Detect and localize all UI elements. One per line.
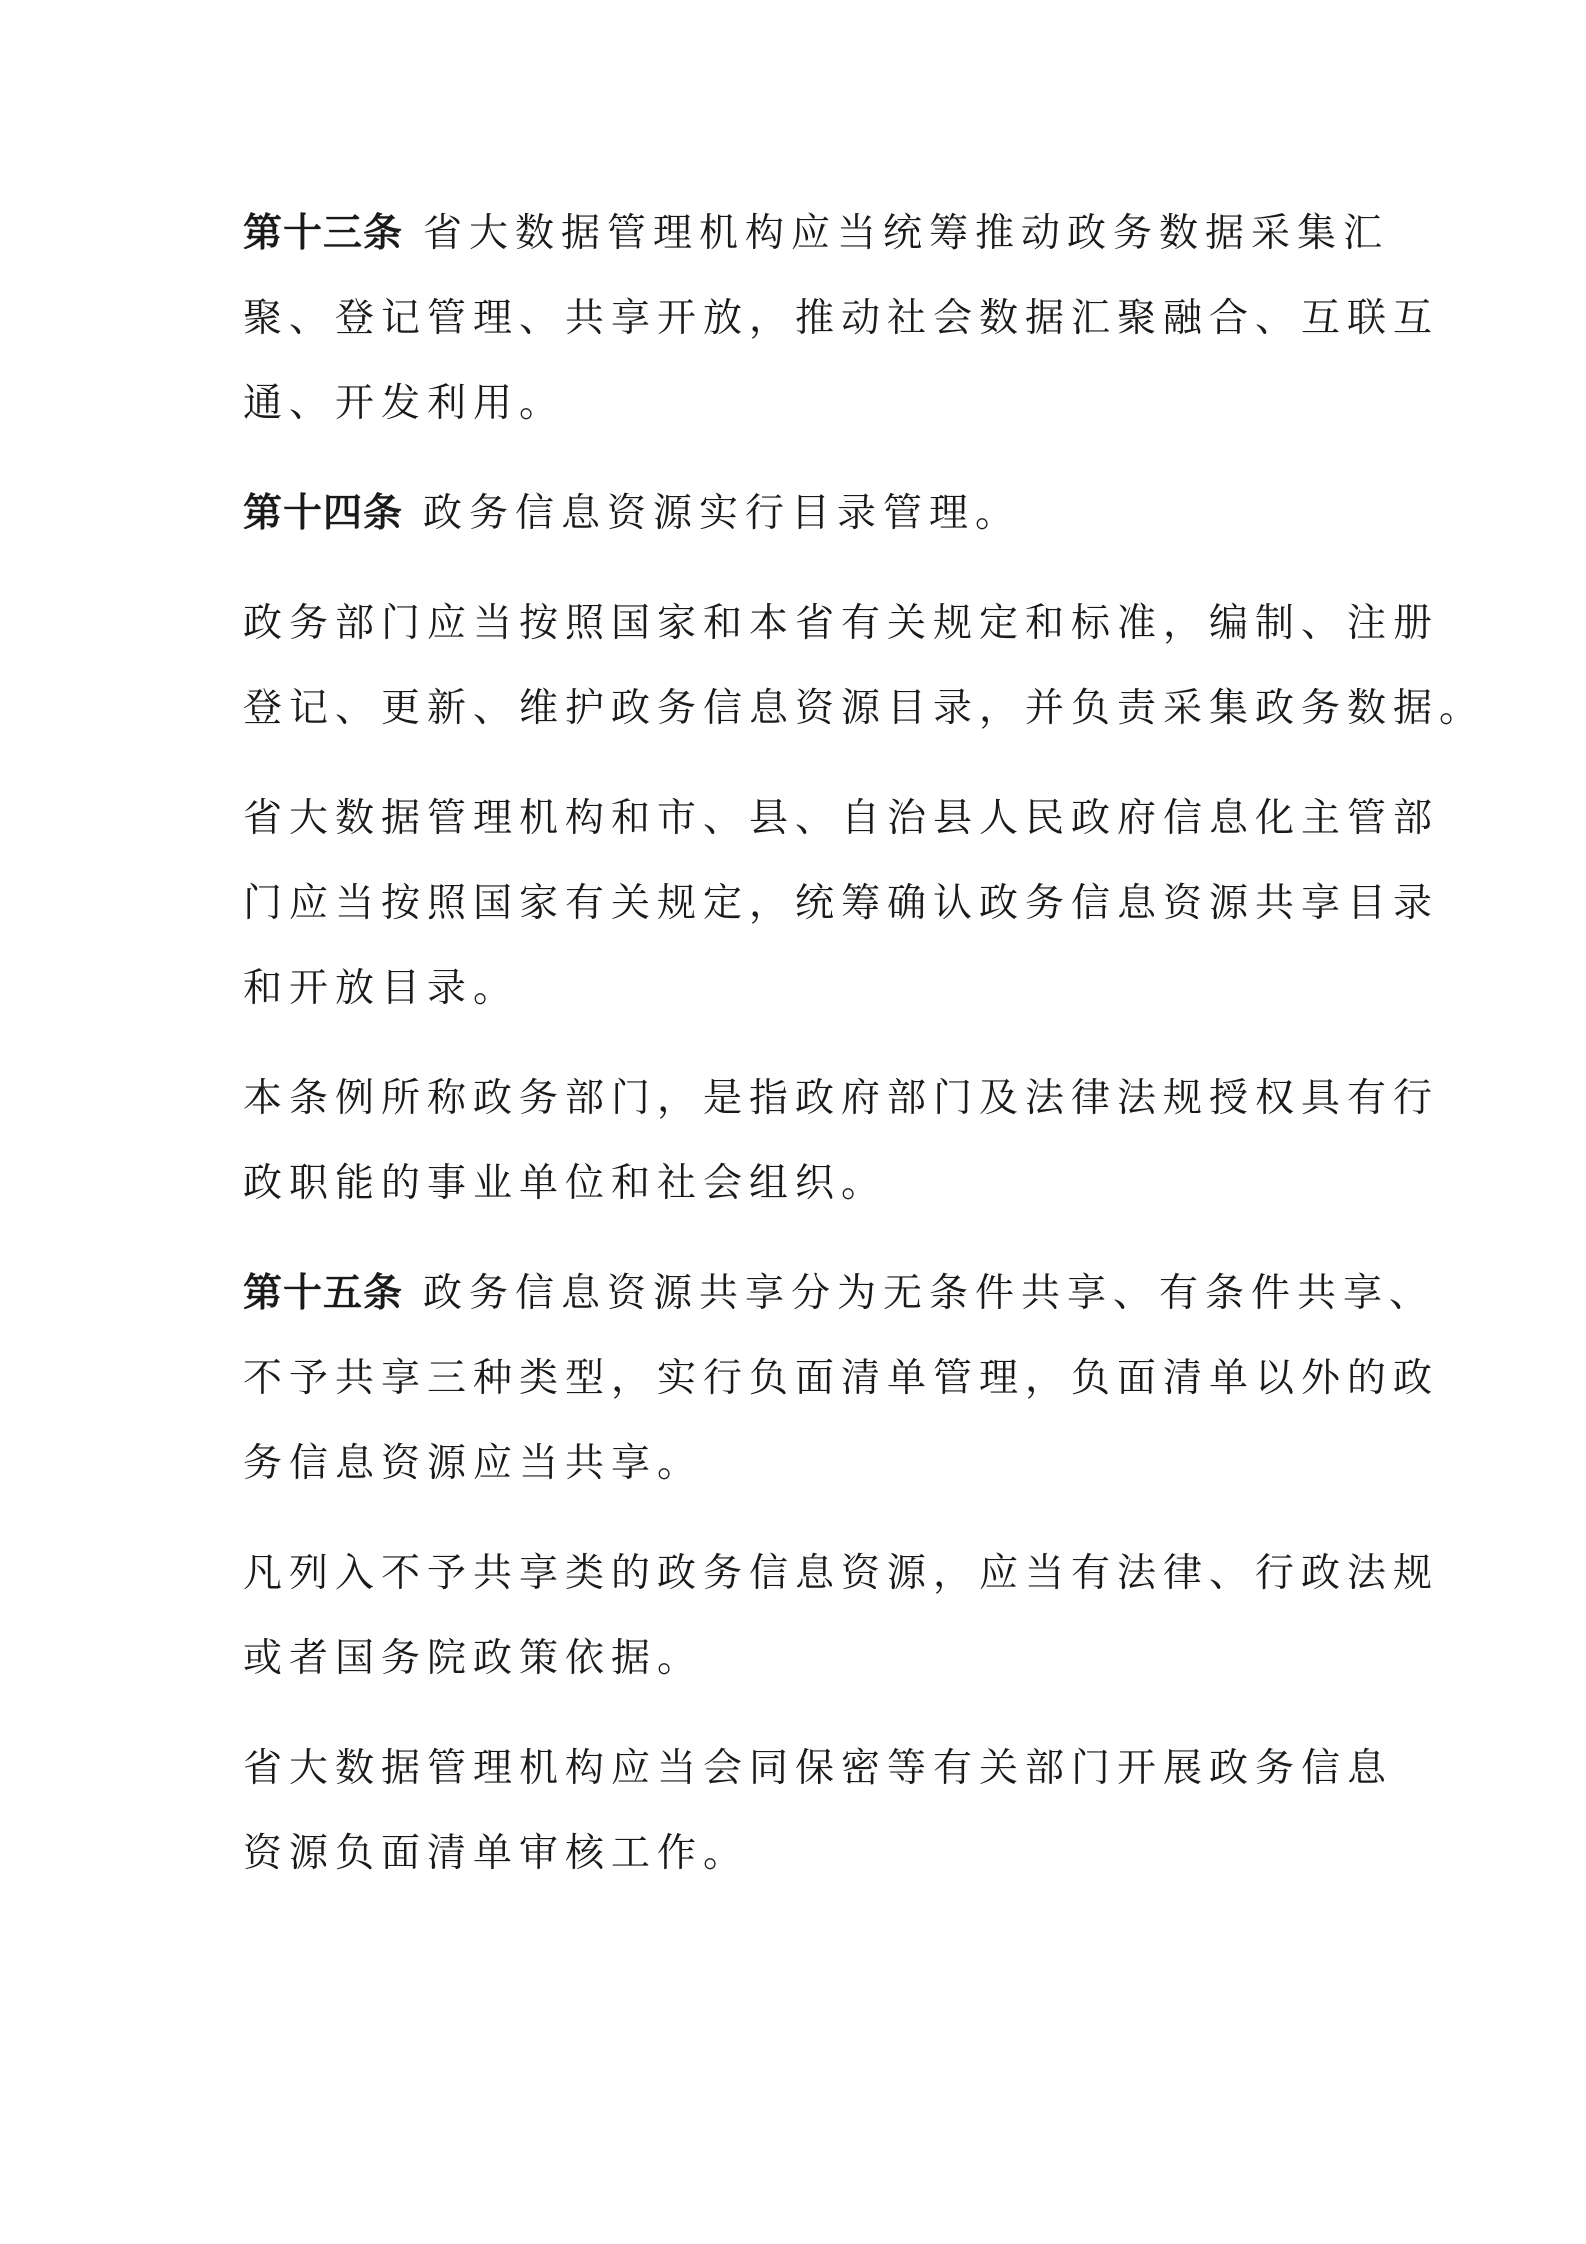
article-13-line-3: 通、开发利用。 <box>243 381 566 426</box>
article-15-p3-line-1: 省大数据管理机构应当会同保密等有关部门开展政务信息 <box>243 1746 1394 1791</box>
article-14-p4-line-2: 政职能的事业单位和社会组织。 <box>243 1161 888 1206</box>
article-14-p2-line-1: 政务部门应当按照国家和本省有关规定和标准，编制、注册 <box>243 601 1440 646</box>
article-14-p2-line-2: 登记、更新、维护政务信息资源目录，并负责采集政务数据。 <box>243 686 1486 731</box>
article-15-line-3: 务信息资源应当共享。 <box>243 1441 704 1486</box>
article-14-heading: 第十四条 <box>243 491 404 536</box>
article-15-line-2: 不予共享三种类型，实行负面清单管理，负面清单以外的政 <box>243 1356 1440 1401</box>
article-14-text-1: 政务信息资源实行目录管理。 <box>423 491 1022 536</box>
article-14-line-1 <box>243 490 1353 538</box>
article-14-p3-line-3: 和开放目录。 <box>243 966 520 1011</box>
article-15-line-1 <box>243 1270 1436 1318</box>
article-15-p3-line-2: 资源负面清单审核工作。 <box>243 1831 750 1876</box>
article-15-p2-line-2: 或者国务院政策依据。 <box>243 1636 704 1681</box>
article-14-p3-line-2: 门应当按照国家有关规定，统筹确认政务信息资源共享目录 <box>243 881 1440 926</box>
article-14-p4-line-1: 本条例所称政务部门，是指政府部门及法律法规授权具有行 <box>243 1076 1440 1121</box>
article-13-line-1 <box>243 210 1390 258</box>
article-13-line-2: 聚、登记管理、共享开放，推动社会数据汇聚融合、互联互 <box>243 296 1440 341</box>
article-13-text-1: 省大数据管理机构应当统筹推动政务数据采集汇 <box>423 211 1390 256</box>
article-14-p3-line-1: 省大数据管理机构和市、县、自治县人民政府信息化主管部 <box>243 796 1440 841</box>
article-15-text-1: 政务信息资源共享分为无条件共享、有条件共享、 <box>423 1271 1436 1316</box>
article-15-p2-line-1: 凡列入不予共享类的政务信息资源，应当有法律、行政法规 <box>243 1551 1440 1596</box>
article-13-heading: 第十三条 <box>243 211 404 256</box>
article-15-heading: 第十五条 <box>243 1271 404 1316</box>
